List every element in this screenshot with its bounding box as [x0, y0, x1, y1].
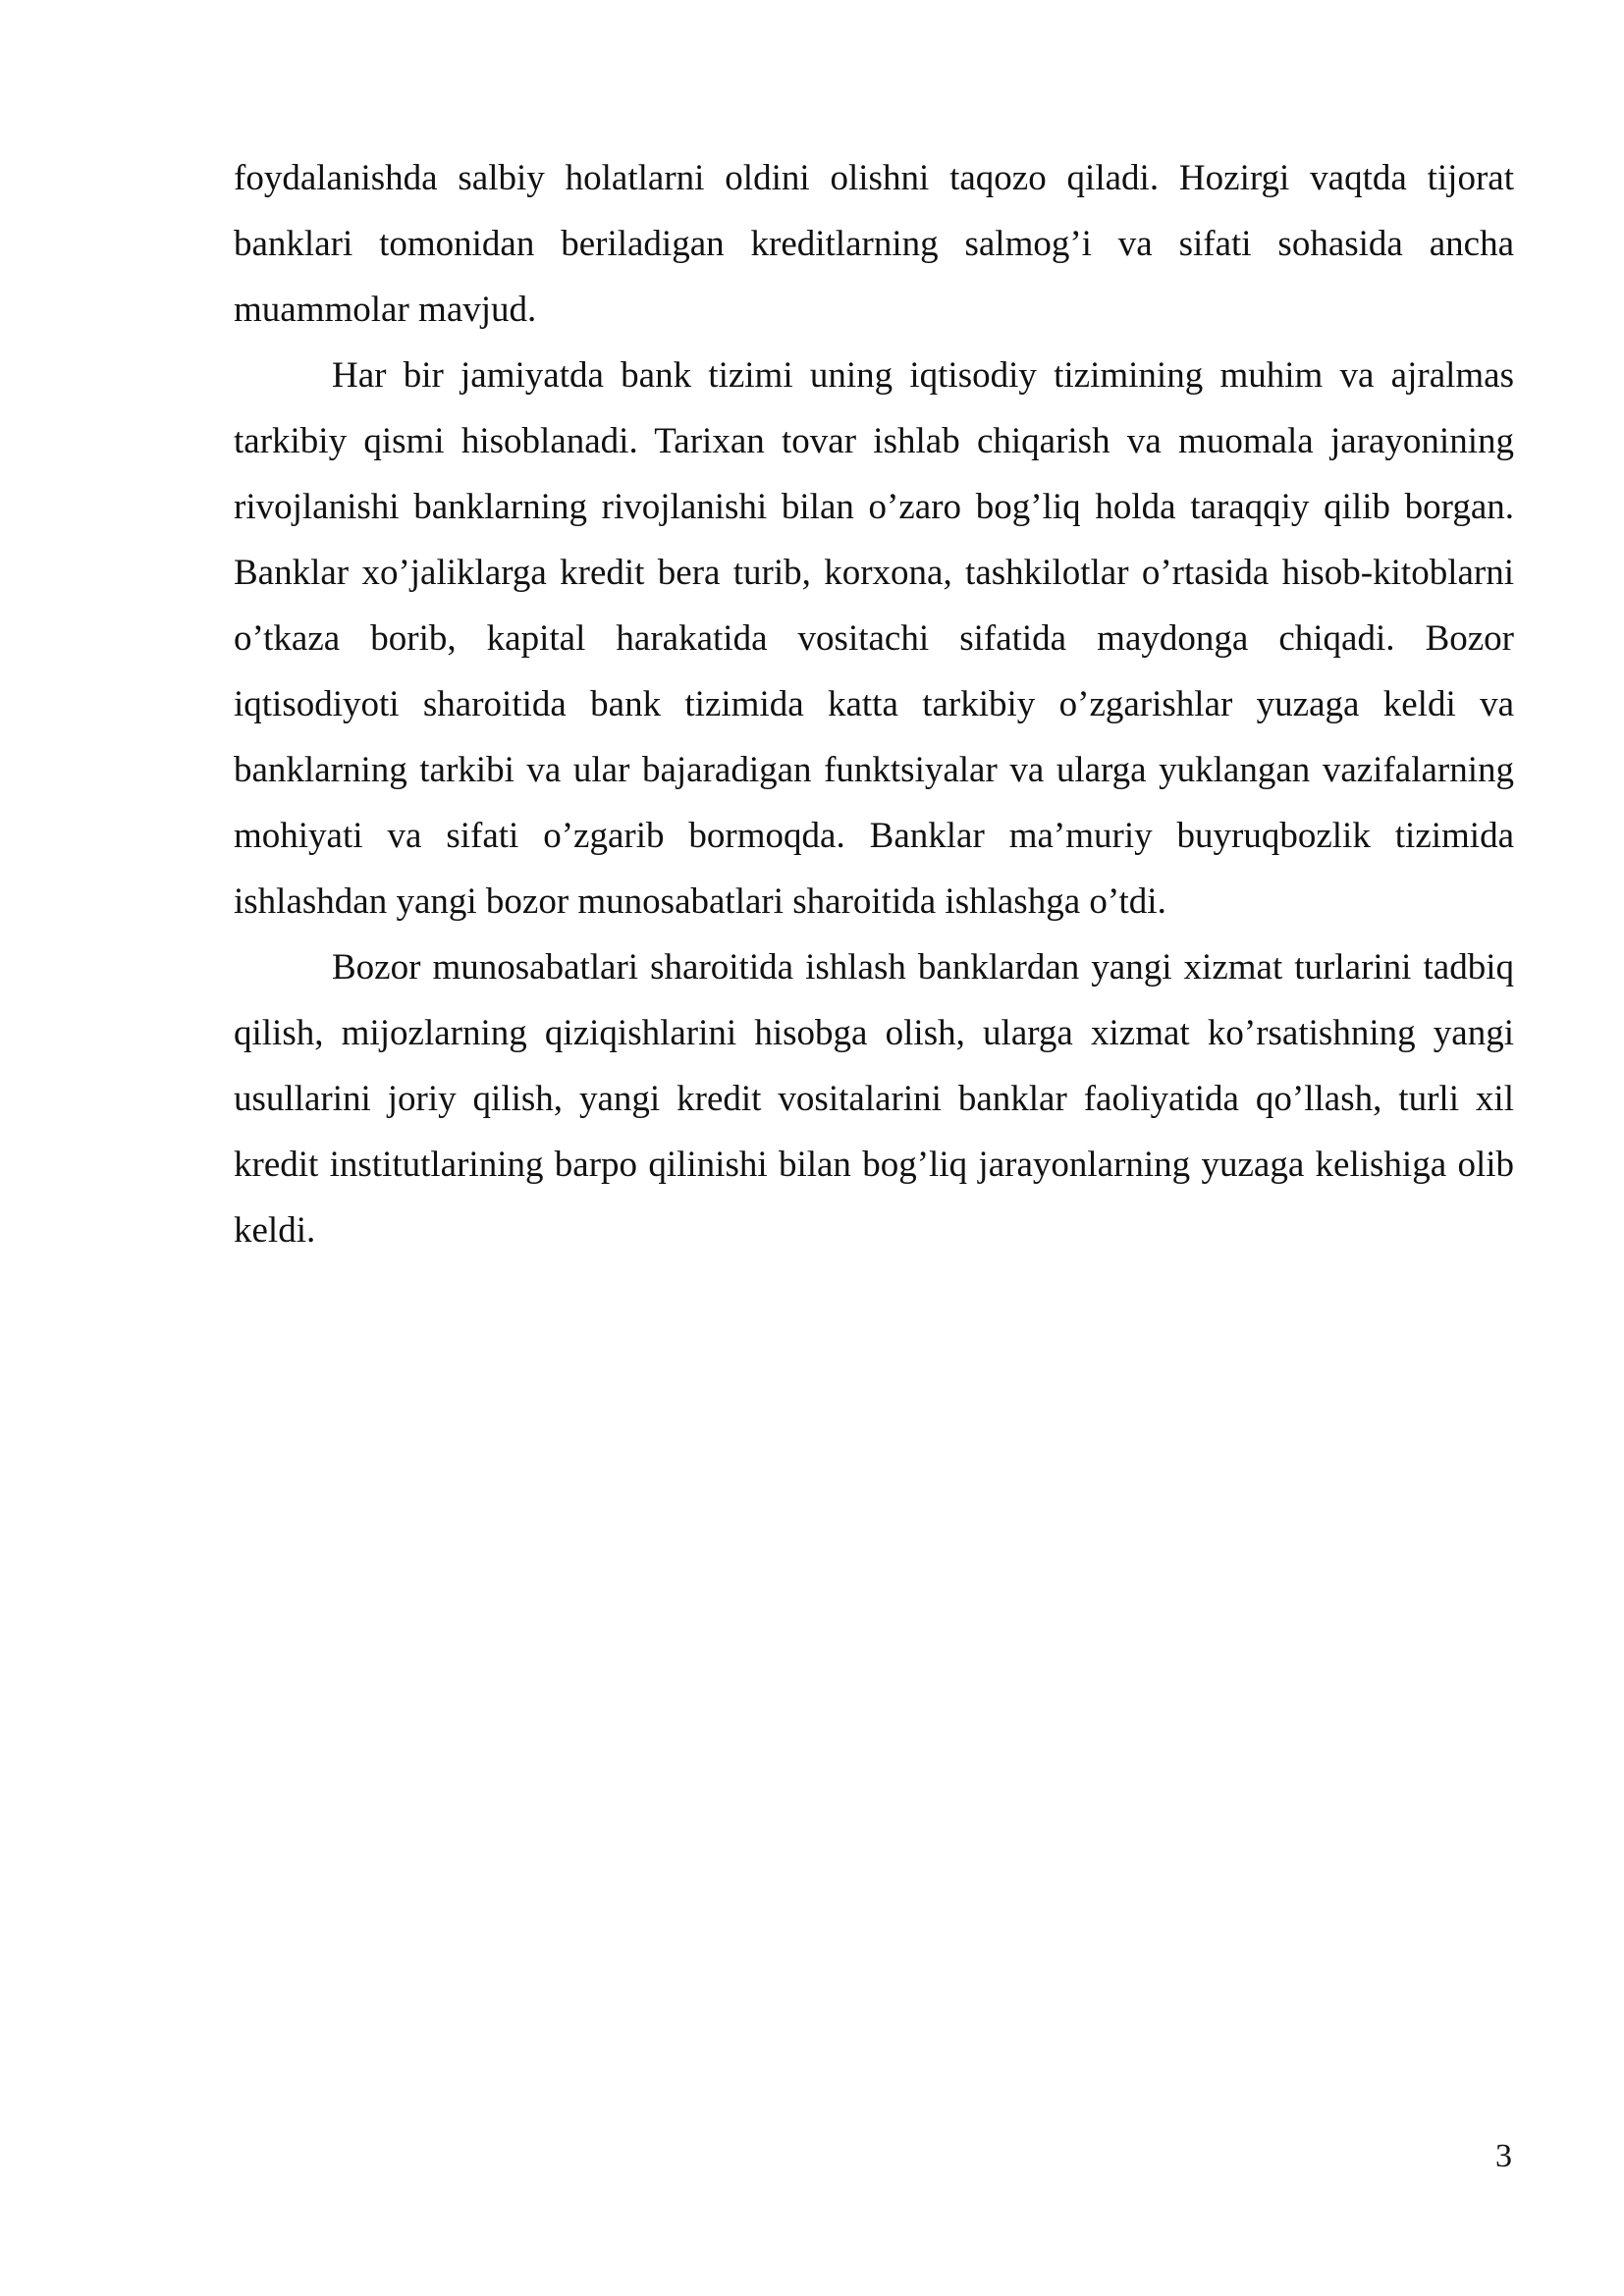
- paragraph-market-relations: Bozor munosabatlari sharoitida ishlash banklardan yangi xizmat turlarini tadbiq qilish, mijozlarning qiziqishlarini hisobga olish, ularga xizmat ko’rsatishning yangi usullarini joriy qilish, yangi kredit vositalarini banklar faoliyatida qo’llash, turli xil kredit institutlarining barpo qilinishi bilan bog’liq jarayonlarning yuzaga kelishiga olib keldi.: [234, 947, 1514, 1251]
- paragraph-bank-system: Har bir jamiyatda bank tizimi uning iqtisodiy tizimining muhim va ajralmas tarkibiy qismi hisoblanadi. Tarixan tovar ishlab chiqarish va muomala jarayonining rivojlanishi banklarning rivojlanishi bilan o’zaro bog’liq holda taraqqiy qilib borgan. Banklar xo’jaliklarga kredit bera turib, korxona, tashkilotlar o’rtasida hisob-kitoblarni o’tkaza borib, kapital harakatida vositachi sifatida maydonga chiqadi. Bozor iqtisodiyoti sharoitida bank tizimida katta tarkibiy o’zgarishlar yuzaga keldi va banklarning tarkibi va ular bajaradigan funktsiyalar va ularga yuklangan vazifalarning mohiyati va sifati o’zgarib bormoqda. Banklar ma’muriy buyruqbozlik tizimida ishlashdan yangi bozor munosabatlari sharoitida ishlashga o’tdi.: [234, 355, 1514, 922]
- body-text: [234, 145, 1514, 1263]
- paragraph-continuation: foydalanishda salbiy holatlarni oldini olishni taqozo qiladi. Hozirgi vaqtda tijorat banklari tomonidan beriladigan kreditlarning salmog’i va sifati sohasida ancha muammolar mavjud.: [234, 158, 1514, 330]
- page-number: 3: [1495, 2138, 1512, 2174]
